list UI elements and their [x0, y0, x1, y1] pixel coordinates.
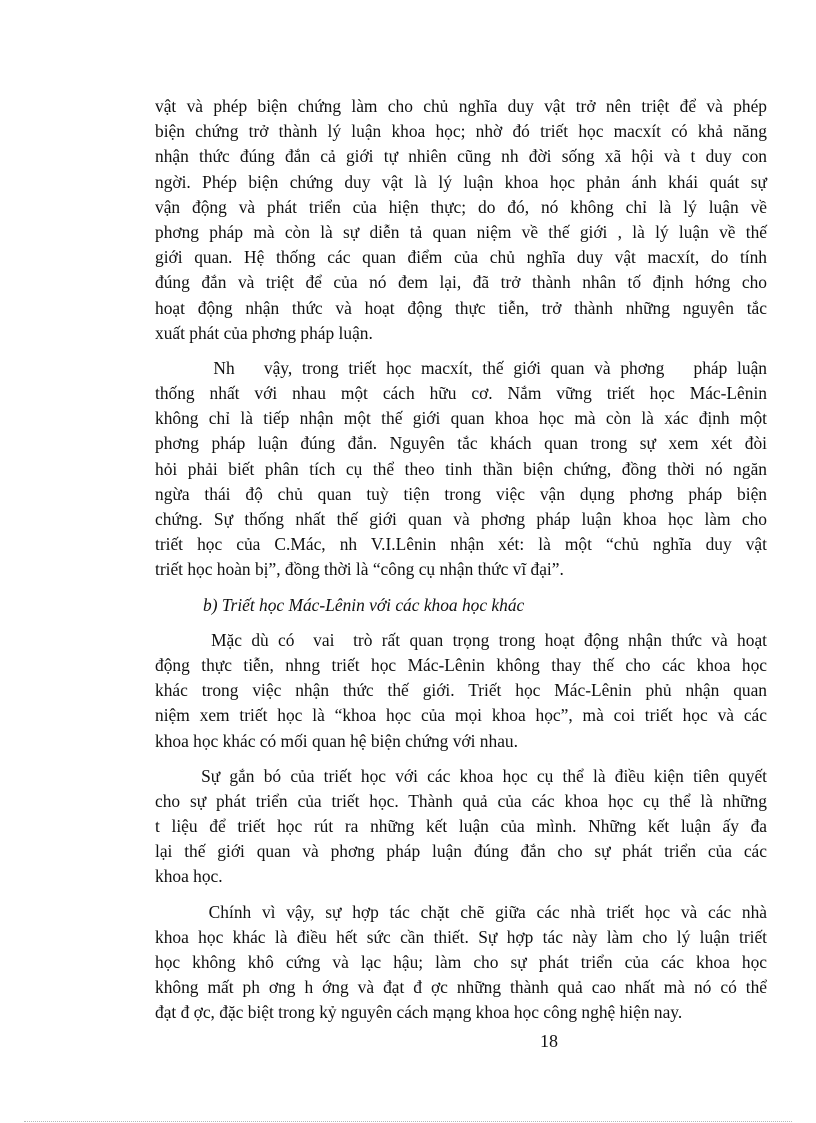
text-line: khoa học. — [155, 866, 223, 887]
text-line: ngừa thái độ chủ quan tuỳ tiện trong việc vận dụng phơng pháp biện — [155, 483, 767, 504]
text-line: Nh vậy, trong triết học macxít, thế giới quan và phơng pháp luận — [155, 357, 767, 378]
paragraph — [155, 628, 767, 754]
text-line: lại thế giới quan và phơng pháp luận đúng đắn cho sự phát triển của các — [155, 841, 767, 862]
text-line: phơng pháp luận đúng đắn. Nguyên tắc khách quan trong sự xem xét đòi — [155, 433, 767, 454]
text-line: hỏi phải biết phân tích cụ thể theo tinh thần biện chứng, đồng thời nó ngăn — [155, 458, 767, 479]
text-line: Sự gắn bó của triết học với các khoa học cụ thể là điều kiện tiên quyết — [155, 765, 767, 786]
text-line: ngời. Phép biện chứng duy vật là lý luận khoa học phản ánh khái quát sự — [155, 171, 767, 192]
text-line: cho sự phát triển của triết học. Thành quả của các khoa học cụ thể là những — [155, 790, 767, 811]
text-line: Mặc dù có vai trò rất quan trọng trong hoạt động nhận thức và hoạt — [155, 629, 767, 650]
text-line: không chỉ là tiếp nhận một thế giới quan khoa học mà còn là xác định một — [155, 408, 767, 429]
text-line: vật và phép biện chứng làm cho chủ nghĩa duy vật trở nên triệt để và phép — [155, 96, 767, 116]
text-line: niệm xem triết học là “khoa học của mọi khoa học”, mà coi triết học và các — [155, 705, 767, 726]
paragraph — [155, 900, 767, 1026]
text-line: triết học hoàn bị”, đồng thời là “công cụ nhận thức vĩ đại”. — [155, 559, 564, 580]
text-line: xuất phát của phơng pháp luận. — [155, 322, 373, 343]
paragraph — [155, 764, 767, 890]
text-line: phơng pháp mà còn là sự diễn tả quan niệm về thế giới , là lý luận về thế — [155, 221, 767, 242]
text-line: đạt đ ợc, đặc biệt trong kỷ nguyên cách mạng khoa học công nghệ hiện nay. — [155, 1002, 683, 1023]
text-line: giới quan. Hệ thống các quan điểm của chủ nghĩa duy vật macxít, do tính — [155, 247, 767, 268]
text-line: Chính vì vậy, sự hợp tác chặt chẽ giữa các nhà triết học và các nhà — [155, 901, 767, 922]
text-line: thống nhất với nhau một cách hữu cơ. Nắm vững triết học Mác-Lênin — [155, 383, 767, 404]
text-line: chứng. Sự thống nhất thế giới quan và phơng pháp luận khoa học làm cho — [155, 509, 767, 529]
paragraph — [155, 94, 767, 346]
page-number: 18 — [540, 1031, 558, 1051]
text-line: đúng đắn và triệt để của nó đem lại, đã trở thành nhân tố định hớng cho — [155, 272, 767, 293]
body-text — [155, 94, 767, 1036]
text-line: nhận thức đúng đắn cả giới tự nhiên cũng nh đời sống xã hội và t duy con — [155, 146, 767, 167]
text-line: khác trong việc nhận thức thế giới. Triết học Mác-Lênin phủ nhận quan — [155, 680, 767, 701]
text-line: vận động và phát triển của hiện thực; do đó, nó không chỉ là lý luận về — [155, 196, 767, 217]
page-bottom-divider — [24, 1121, 792, 1122]
text-line: t liệu để triết học rút ra những kết luận của mình. Những kết luận ấy đa — [155, 816, 767, 837]
text-line: hoạt động nhận thức và hoạt động thực tiễn, trở thành những nguyên tắc — [155, 297, 767, 318]
text-line: triết học của C.Mác, nh V.I.Lênin nhận xét: là một “chủ nghĩa duy vật — [155, 534, 767, 555]
section-heading: b) Triết học Mác-Lênin với các khoa học khác — [203, 594, 525, 615]
paragraph — [155, 356, 767, 583]
text-line: động thực tiễn, nhng triết học Mác-Lênin không thay thế cho các khoa học — [155, 654, 767, 675]
text-line: khoa học khác là điều hết sức cần thiết. Sự hợp tác này làm cho lý luận triết — [155, 926, 767, 947]
text-line: khoa học khác có mối quan hệ biện chứng với nhau. — [155, 730, 518, 751]
text-line: biện chứng trở thành lý luận khoa học; nhờ đó triết học macxít có khả năng — [155, 121, 767, 142]
text-line: không mất ph ơng h ớng và đạt đ ợc những thành quả cao nhất mà nó có thể — [155, 977, 767, 998]
text-line: học không khô cứng và lạc hậu; làm cho sự phát triển của các khoa học — [155, 952, 767, 972]
